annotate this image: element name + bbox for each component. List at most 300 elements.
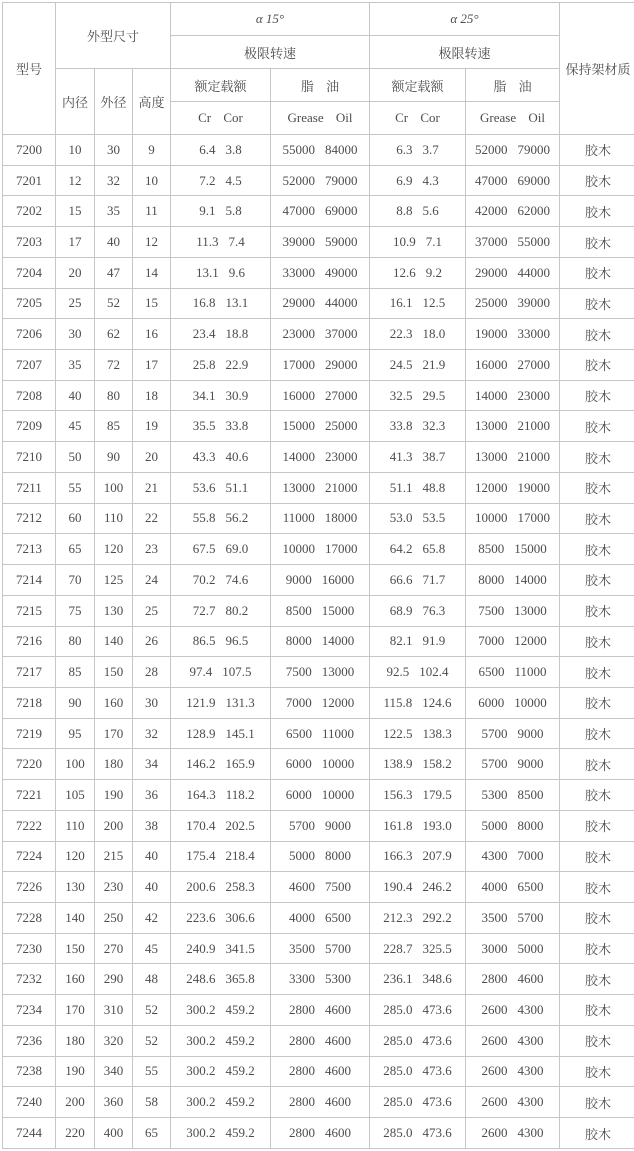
cell-cage-material: 胶木 bbox=[560, 595, 634, 626]
value-oil-25: 33000 bbox=[517, 326, 550, 342]
value-cr-15: 23.4 bbox=[192, 326, 216, 342]
value-cr-25: 53.0 bbox=[389, 510, 413, 526]
cell-height: 25 bbox=[133, 595, 171, 626]
cell-limit-speed-25 bbox=[466, 257, 560, 288]
cell-rated-load-15 bbox=[171, 257, 271, 288]
cell-height: 52 bbox=[133, 1025, 171, 1056]
table-row bbox=[3, 995, 634, 1026]
value-cor-15: 3.8 bbox=[225, 141, 242, 157]
header-grease-oil-cn-15: 脂 油 bbox=[271, 69, 370, 102]
cell-limit-speed-25 bbox=[466, 503, 560, 534]
value-grease-15: 2800 bbox=[289, 1125, 315, 1140]
value-cor-25: 53.5 bbox=[422, 510, 446, 526]
value-grease-25: 12000 bbox=[475, 479, 508, 495]
cell-bore-diameter: 60 bbox=[56, 503, 95, 534]
value-grease-25: 29000 bbox=[475, 264, 508, 280]
value-cor-15: 30.9 bbox=[225, 387, 249, 403]
value-cr-15: 240.9 bbox=[186, 940, 216, 956]
cell-model: 7209 bbox=[3, 411, 56, 442]
cell-rated-load-25 bbox=[370, 411, 466, 442]
cell-rated-load-25 bbox=[370, 288, 466, 319]
cell-bore-diameter: 65 bbox=[56, 534, 95, 565]
cell-model: 7202 bbox=[3, 196, 56, 227]
value-cor-25: 65.8 bbox=[422, 541, 446, 557]
cell-rated-load-25 bbox=[370, 472, 466, 503]
table-row bbox=[3, 565, 634, 596]
cell-bore-diameter: 200 bbox=[56, 1087, 95, 1118]
value-grease-25: 8500 bbox=[478, 541, 505, 557]
value-cr-25: 212.3 bbox=[383, 909, 413, 925]
value-cr-25: 41.3 bbox=[389, 449, 413, 465]
table-row bbox=[3, 595, 634, 626]
cell-outer-diameter: 215 bbox=[95, 841, 133, 872]
value-cor-25: 5.6 bbox=[422, 203, 439, 219]
cell-bore-diameter: 110 bbox=[56, 810, 95, 841]
value-grease-25: 47000 bbox=[475, 172, 508, 188]
cell-bore-diameter: 17 bbox=[56, 227, 95, 258]
value-cr-25: 8.8 bbox=[396, 203, 413, 219]
value-oil-15: 16000 bbox=[321, 571, 355, 587]
cell-cage-material: 胶木 bbox=[560, 1025, 634, 1056]
value-cor-25: 4.3 bbox=[422, 172, 439, 188]
cell-limit-speed-15 bbox=[271, 995, 370, 1026]
cell-rated-load-15 bbox=[171, 872, 271, 903]
cell-bore-diameter: 85 bbox=[56, 657, 95, 688]
cell-height: 16 bbox=[133, 319, 171, 350]
cell-cage-material: 胶木 bbox=[560, 780, 634, 811]
value-grease-15: 7000 bbox=[285, 694, 312, 710]
value-cor-25: 71.7 bbox=[422, 571, 446, 587]
value-cor-15: 69.0 bbox=[225, 541, 249, 557]
cell-bore-diameter: 130 bbox=[56, 872, 95, 903]
cell-outer-diameter: 310 bbox=[95, 995, 133, 1026]
cell-model: 7238 bbox=[3, 1056, 56, 1087]
value-cr-25: 64.2 bbox=[389, 541, 413, 557]
cell-limit-speed-25 bbox=[466, 1087, 560, 1118]
table-row bbox=[3, 718, 634, 749]
value-grease-15: 5000 bbox=[289, 848, 315, 864]
cell-outer-diameter: 270 bbox=[95, 933, 133, 964]
cell-limit-speed-15 bbox=[271, 350, 370, 381]
value-oil-15: 59000 bbox=[325, 234, 358, 250]
cell-limit-speed-15 bbox=[271, 1118, 370, 1149]
value-oil-15: 27000 bbox=[325, 387, 358, 403]
cell-rated-load-15 bbox=[171, 841, 271, 872]
value-cor-15: 165.9 bbox=[225, 756, 255, 772]
value-grease-25: 25000 bbox=[475, 295, 508, 311]
cell-rated-load-25 bbox=[370, 1025, 466, 1056]
value-cr-15: 97.4 bbox=[189, 664, 213, 680]
value-cor-25: 9.2 bbox=[425, 264, 442, 280]
cell-height: 36 bbox=[133, 780, 171, 811]
cell-rated-load-15 bbox=[171, 657, 271, 688]
cell-bore-diameter: 50 bbox=[56, 442, 95, 473]
cell-outer-diameter: 52 bbox=[95, 288, 133, 319]
value-cr-25: 10.9 bbox=[393, 234, 416, 250]
table-row bbox=[3, 534, 634, 565]
value-cor-15: 5.8 bbox=[225, 203, 242, 219]
cell-outer-diameter: 230 bbox=[95, 872, 133, 903]
value-oil-15: 4600 bbox=[325, 1063, 351, 1079]
value-cr-25: 66.6 bbox=[389, 571, 413, 587]
cell-limit-speed-15 bbox=[271, 472, 370, 503]
cell-bore-diameter: 80 bbox=[56, 626, 95, 657]
value-cor-15: 56.2 bbox=[225, 510, 249, 526]
value-cor-15: 4.5 bbox=[225, 172, 242, 188]
cell-height: 20 bbox=[133, 442, 171, 473]
value-oil-25: 14000 bbox=[514, 571, 547, 587]
value-cr-25: 138.9 bbox=[383, 756, 413, 772]
cell-height: 17 bbox=[133, 350, 171, 381]
table-row bbox=[3, 810, 634, 841]
table-row bbox=[3, 1087, 634, 1118]
bearing-spec-table bbox=[2, 2, 634, 1149]
table-row bbox=[3, 933, 634, 964]
cell-outer-diameter: 140 bbox=[95, 626, 133, 657]
value-oil-15: 11000 bbox=[321, 725, 355, 741]
header-limit-speed-25: 极限转速 bbox=[370, 36, 560, 69]
cell-cage-material: 胶木 bbox=[560, 534, 634, 565]
header-bore-diameter: 内径 bbox=[56, 69, 95, 135]
value-grease-15: 10000 bbox=[282, 541, 315, 557]
cell-rated-load-25 bbox=[370, 595, 466, 626]
cell-cage-material: 胶木 bbox=[560, 718, 634, 749]
value-cr-15: 53.6 bbox=[192, 479, 216, 495]
value-cr-25: 156.3 bbox=[383, 786, 413, 802]
cell-outer-diameter: 360 bbox=[95, 1087, 133, 1118]
cell-height: 55 bbox=[133, 1056, 171, 1087]
value-oil-15: 10000 bbox=[321, 786, 355, 802]
cell-limit-speed-15 bbox=[271, 780, 370, 811]
value-oil-15: 84000 bbox=[325, 141, 358, 157]
value-oil-25: 4300 bbox=[517, 1094, 544, 1110]
cell-model: 7216 bbox=[3, 626, 56, 657]
value-cor-15: 131.3 bbox=[225, 694, 255, 710]
value-oil-15: 29000 bbox=[325, 356, 358, 372]
cell-limit-speed-25 bbox=[466, 995, 560, 1026]
table-row bbox=[3, 964, 634, 995]
table-row bbox=[3, 350, 634, 381]
cell-rated-load-15 bbox=[171, 350, 271, 381]
cell-bore-diameter: 105 bbox=[56, 780, 95, 811]
table-row bbox=[3, 472, 634, 503]
table-row bbox=[3, 687, 634, 718]
cell-model: 7213 bbox=[3, 534, 56, 565]
value-oil-25: 55000 bbox=[517, 234, 550, 250]
cell-model: 7240 bbox=[3, 1087, 56, 1118]
cell-rated-load-15 bbox=[171, 165, 271, 196]
value-grease-25: 16000 bbox=[475, 356, 508, 372]
cell-model: 7220 bbox=[3, 749, 56, 780]
cell-limit-speed-15 bbox=[271, 534, 370, 565]
cell-cage-material: 胶木 bbox=[560, 503, 634, 534]
cell-limit-speed-15 bbox=[271, 288, 370, 319]
value-cor-25: 325.5 bbox=[422, 940, 452, 956]
value-grease-25: 5700 bbox=[481, 756, 508, 772]
value-oil-25: 4300 bbox=[517, 1125, 544, 1140]
cell-rated-load-15 bbox=[171, 749, 271, 780]
cell-cage-material: 胶木 bbox=[560, 964, 634, 995]
cell-cage-material: 胶木 bbox=[560, 411, 634, 442]
value-cor-15: 80.2 bbox=[225, 602, 249, 618]
cell-rated-load-25 bbox=[370, 257, 466, 288]
cell-outer-diameter: 40 bbox=[95, 227, 133, 258]
cell-limit-speed-25 bbox=[466, 902, 560, 933]
value-grease-25: 19000 bbox=[475, 326, 508, 342]
value-grease-15: 6000 bbox=[285, 786, 312, 802]
header-outer-diameter: 外径 bbox=[95, 69, 133, 135]
value-oil-15: 5700 bbox=[325, 940, 351, 956]
cell-limit-speed-25 bbox=[466, 595, 560, 626]
value-cr-15: 248.6 bbox=[186, 971, 216, 987]
value-cr-15: 67.5 bbox=[192, 541, 216, 557]
header-rated-load-25: 额定载额 bbox=[370, 69, 466, 102]
cell-limit-speed-25 bbox=[466, 657, 560, 688]
value-grease-15: 3300 bbox=[289, 971, 315, 987]
value-cr-25: 32.5 bbox=[389, 387, 413, 403]
cell-cage-material: 胶木 bbox=[560, 227, 634, 258]
cell-bore-diameter: 100 bbox=[56, 749, 95, 780]
value-grease-15: 5700 bbox=[289, 817, 315, 833]
value-grease-25: 37000 bbox=[475, 234, 508, 250]
cell-height: 22 bbox=[133, 503, 171, 534]
value-oil-15: 10000 bbox=[321, 756, 355, 772]
cell-bore-diameter: 30 bbox=[56, 319, 95, 350]
cell-bore-diameter: 190 bbox=[56, 1056, 95, 1087]
value-oil-15: 4600 bbox=[325, 1032, 351, 1048]
cell-limit-speed-25 bbox=[466, 565, 560, 596]
cell-outer-diameter: 170 bbox=[95, 718, 133, 749]
value-cor-15: 218.4 bbox=[225, 848, 255, 864]
table-row bbox=[3, 135, 634, 166]
cell-bore-diameter: 40 bbox=[56, 380, 95, 411]
value-cor-25: 21.9 bbox=[422, 356, 446, 372]
header-cr-cor-15: Cr Cor bbox=[171, 102, 271, 135]
cell-limit-speed-15 bbox=[271, 442, 370, 473]
value-cor-25: 32.3 bbox=[422, 418, 446, 434]
cell-rated-load-15 bbox=[171, 687, 271, 718]
value-cor-15: 145.1 bbox=[225, 725, 255, 741]
value-cor-15: 33.8 bbox=[225, 418, 249, 434]
cell-cage-material: 胶木 bbox=[560, 626, 634, 657]
cell-cage-material: 胶木 bbox=[560, 810, 634, 841]
value-oil-25: 4300 bbox=[517, 1001, 544, 1017]
cell-limit-speed-25 bbox=[466, 810, 560, 841]
value-cor-25: 12.5 bbox=[422, 295, 446, 311]
cell-limit-speed-25 bbox=[466, 1118, 560, 1149]
cell-rated-load-15 bbox=[171, 1118, 271, 1149]
value-oil-25: 39000 bbox=[517, 295, 550, 311]
value-grease-25: 6500 bbox=[478, 664, 505, 680]
table-row bbox=[3, 902, 634, 933]
value-cr-15: 300.2 bbox=[186, 1001, 216, 1017]
header-row-3 bbox=[3, 69, 634, 102]
cell-limit-speed-15 bbox=[271, 657, 370, 688]
cell-limit-speed-15 bbox=[271, 411, 370, 442]
cell-outer-diameter: 100 bbox=[95, 472, 133, 503]
value-grease-15: 11000 bbox=[282, 510, 315, 526]
cell-height: 14 bbox=[133, 257, 171, 288]
value-oil-15: 12000 bbox=[321, 694, 355, 710]
value-oil-25: 79000 bbox=[517, 141, 550, 157]
value-cr-25: 33.8 bbox=[389, 418, 413, 434]
value-cr-25: 51.1 bbox=[389, 479, 413, 495]
cell-limit-speed-15 bbox=[271, 841, 370, 872]
value-cor-25: 207.9 bbox=[422, 848, 452, 864]
value-cr-25: 68.9 bbox=[389, 602, 413, 618]
value-cor-25: 3.7 bbox=[422, 141, 439, 157]
value-grease-15: 7500 bbox=[285, 664, 312, 680]
cell-cage-material: 胶木 bbox=[560, 1087, 634, 1118]
table-row bbox=[3, 227, 634, 258]
cell-rated-load-15 bbox=[171, 780, 271, 811]
value-grease-15: 23000 bbox=[282, 326, 315, 342]
value-grease-25: 2800 bbox=[481, 971, 508, 987]
cell-outer-diameter: 90 bbox=[95, 442, 133, 473]
table-body bbox=[3, 135, 634, 1149]
value-cr-15: 35.5 bbox=[192, 418, 216, 434]
value-cor-25: 158.2 bbox=[422, 756, 452, 772]
value-grease-15: 29000 bbox=[282, 295, 315, 311]
value-grease-15: 3500 bbox=[289, 940, 315, 956]
header-contact-angle-15: α 15° bbox=[171, 3, 370, 36]
value-grease-25: 13000 bbox=[475, 418, 508, 434]
value-oil-15: 4600 bbox=[325, 1125, 351, 1140]
cell-outer-diameter: 400 bbox=[95, 1118, 133, 1149]
value-cr-25: 122.5 bbox=[383, 725, 413, 741]
header-row-1 bbox=[3, 3, 634, 36]
cell-limit-speed-25 bbox=[466, 442, 560, 473]
value-cor-25: 7.1 bbox=[425, 234, 442, 250]
value-grease-15: 13000 bbox=[282, 479, 315, 495]
value-grease-15: 8500 bbox=[285, 602, 312, 618]
cell-limit-speed-15 bbox=[271, 257, 370, 288]
cell-rated-load-25 bbox=[370, 780, 466, 811]
value-cor-25: 138.3 bbox=[422, 725, 452, 741]
cell-rated-load-15 bbox=[171, 565, 271, 596]
cell-rated-load-25 bbox=[370, 749, 466, 780]
value-oil-25: 12000 bbox=[514, 633, 547, 649]
value-cor-15: 51.1 bbox=[225, 479, 249, 495]
value-cr-25: 285.0 bbox=[383, 1032, 413, 1048]
cell-outer-diameter: 130 bbox=[95, 595, 133, 626]
value-cor-15: 9.6 bbox=[228, 264, 245, 280]
cell-model: 7226 bbox=[3, 872, 56, 903]
cell-outer-diameter: 190 bbox=[95, 780, 133, 811]
cell-cage-material: 胶木 bbox=[560, 380, 634, 411]
value-oil-15: 69000 bbox=[325, 203, 358, 219]
cell-bore-diameter: 90 bbox=[56, 687, 95, 718]
value-grease-15: 15000 bbox=[282, 418, 315, 434]
cell-rated-load-15 bbox=[171, 442, 271, 473]
value-grease-25: 5000 bbox=[481, 817, 508, 833]
cell-limit-speed-25 bbox=[466, 1056, 560, 1087]
value-cor-25: 18.0 bbox=[422, 326, 446, 342]
cell-height: 40 bbox=[133, 872, 171, 903]
value-cor-15: 18.8 bbox=[225, 326, 249, 342]
table-row bbox=[3, 780, 634, 811]
value-oil-15: 7500 bbox=[325, 879, 351, 895]
cell-bore-diameter: 45 bbox=[56, 411, 95, 442]
cell-model: 7206 bbox=[3, 319, 56, 350]
value-grease-25: 5700 bbox=[481, 725, 508, 741]
cell-limit-speed-25 bbox=[466, 687, 560, 718]
cell-height: 48 bbox=[133, 964, 171, 995]
cell-limit-speed-25 bbox=[466, 841, 560, 872]
value-grease-25: 52000 bbox=[475, 141, 508, 157]
cell-height: 10 bbox=[133, 165, 171, 196]
value-cr-15: 86.5 bbox=[192, 633, 216, 649]
value-cor-25: 246.2 bbox=[422, 879, 452, 895]
value-cr-15: 164.3 bbox=[186, 786, 216, 802]
cell-rated-load-25 bbox=[370, 350, 466, 381]
cell-limit-speed-25 bbox=[466, 964, 560, 995]
value-cor-25: 348.6 bbox=[422, 971, 452, 987]
value-cr-15: 34.1 bbox=[192, 387, 216, 403]
value-oil-25: 21000 bbox=[517, 449, 550, 465]
value-grease-15: 2800 bbox=[289, 1032, 315, 1048]
value-cr-25: 16.1 bbox=[389, 295, 413, 311]
value-oil-25: 6500 bbox=[517, 879, 544, 895]
cell-outer-diameter: 250 bbox=[95, 902, 133, 933]
table-row bbox=[3, 657, 634, 688]
cell-model: 7208 bbox=[3, 380, 56, 411]
cell-rated-load-25 bbox=[370, 964, 466, 995]
cell-bore-diameter: 15 bbox=[56, 196, 95, 227]
value-oil-15: 13000 bbox=[321, 664, 355, 680]
cell-limit-speed-15 bbox=[271, 718, 370, 749]
value-cor-15: 459.2 bbox=[225, 1125, 255, 1140]
cell-rated-load-25 bbox=[370, 196, 466, 227]
cell-rated-load-25 bbox=[370, 442, 466, 473]
cell-height: 42 bbox=[133, 902, 171, 933]
value-grease-15: 39000 bbox=[282, 234, 315, 250]
value-grease-15: 6500 bbox=[285, 725, 312, 741]
value-grease-25: 4300 bbox=[481, 848, 508, 864]
cell-limit-speed-15 bbox=[271, 1087, 370, 1118]
value-cr-25: 22.3 bbox=[389, 326, 413, 342]
cell-rated-load-15 bbox=[171, 595, 271, 626]
value-cor-15: 459.2 bbox=[225, 1032, 255, 1048]
cell-outer-diameter: 160 bbox=[95, 687, 133, 718]
cell-cage-material: 胶木 bbox=[560, 657, 634, 688]
cell-model: 7236 bbox=[3, 1025, 56, 1056]
cell-outer-diameter: 110 bbox=[95, 503, 133, 534]
cell-model: 7218 bbox=[3, 687, 56, 718]
cell-rated-load-15 bbox=[171, 534, 271, 565]
cell-rated-load-25 bbox=[370, 1087, 466, 1118]
cell-rated-load-15 bbox=[171, 472, 271, 503]
cell-limit-speed-15 bbox=[271, 749, 370, 780]
header-model: 型号 bbox=[3, 3, 56, 135]
value-grease-25: 2600 bbox=[481, 1063, 508, 1079]
value-grease-15: 4000 bbox=[289, 909, 315, 925]
value-oil-25: 5000 bbox=[517, 940, 544, 956]
cell-model: 7232 bbox=[3, 964, 56, 995]
value-grease-25: 3000 bbox=[481, 940, 508, 956]
value-cr-15: 170.4 bbox=[186, 817, 216, 833]
value-oil-15: 9000 bbox=[325, 817, 351, 833]
cell-rated-load-15 bbox=[171, 227, 271, 258]
value-cr-15: 70.2 bbox=[192, 571, 216, 587]
value-oil-25: 4300 bbox=[517, 1032, 544, 1048]
cell-rated-load-25 bbox=[370, 626, 466, 657]
cell-outer-diameter: 340 bbox=[95, 1056, 133, 1087]
cell-outer-diameter: 30 bbox=[95, 135, 133, 166]
value-grease-15: 2800 bbox=[289, 1094, 315, 1110]
value-grease-25: 6000 bbox=[478, 694, 505, 710]
cell-rated-load-25 bbox=[370, 503, 466, 534]
